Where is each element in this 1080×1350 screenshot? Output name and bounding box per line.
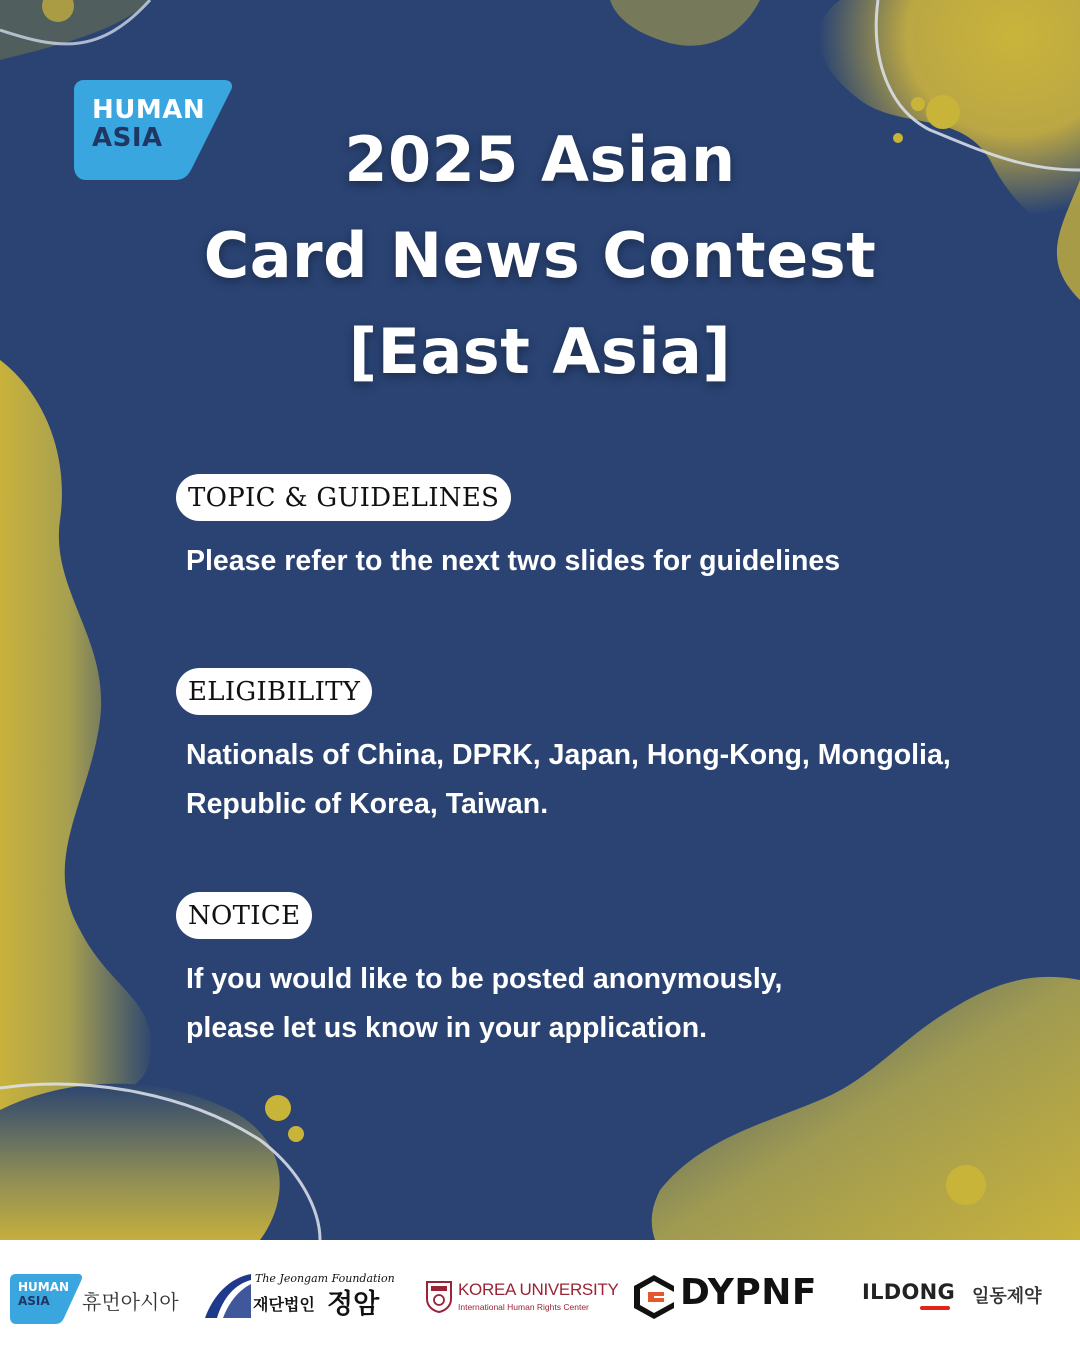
ildong-korean-name: 일동제약 (972, 1286, 1042, 1307)
dot-top-right-2 (911, 97, 925, 111)
dypnf-logo-icon (634, 1275, 674, 1319)
humanasia-badge-line1: HUMAN (18, 1280, 70, 1294)
korea-university-crest-icon (426, 1281, 452, 1313)
topic-label-pill: TOPIC & GUIDELINES (176, 474, 511, 521)
title-line-2: Card News Contest (203, 219, 877, 292)
sponsor-footer (0, 1240, 1080, 1350)
topic-line-1: Please refer to the next two slides for guidelines (186, 545, 841, 577)
notice-body (186, 955, 782, 1053)
korea-university-subtitle: International Human Rights Center (458, 1302, 589, 1312)
section-topic (176, 474, 840, 586)
eligibility-label-pill: ELIGIBILITY (176, 668, 372, 715)
logo-text-asia: ASIA (92, 123, 163, 153)
jeongam-logo-icon (205, 1274, 251, 1318)
eligibility-line-1: Nationals of China, DPRK, Japan, Hong-Kong, Mongolia, (186, 739, 951, 771)
sponsor-jeongam (205, 1240, 405, 1350)
title-line-1: 2025 Asian (344, 123, 736, 196)
sponsor-korea-university (426, 1240, 619, 1350)
jeongam-korean-big: 정암 (327, 1289, 380, 1320)
section-notice (176, 892, 782, 1053)
korea-university-name: KOREA UNIVERSITY (458, 1280, 619, 1299)
page-title (0, 112, 1080, 400)
jeongam-korean-small: 재단법인 (253, 1295, 315, 1314)
blob-top-center (610, 0, 760, 46)
ildong-red-mark (920, 1306, 950, 1310)
sponsor-ildong (862, 1240, 1072, 1350)
section-eligibility (176, 668, 951, 829)
humanasia-badge-line2: ASIA (18, 1294, 50, 1308)
title-line-3: [East Asia] (348, 315, 732, 388)
blob-top-left (0, 0, 150, 60)
sponsor-humanasia (10, 1240, 190, 1350)
eligibility-body (186, 731, 951, 829)
eligibility-line-2: Republic of Korea, Taiwan. (186, 788, 549, 820)
topic-body (186, 537, 840, 586)
humanasia-korean-name: 휴먼아시아 (82, 1290, 179, 1314)
jeongam-english-name: The Jeongam Foundation (255, 1272, 395, 1285)
notice-label-pill: NOTICE (176, 892, 312, 939)
dot-bottom-left-1 (265, 1095, 291, 1121)
sponsor-dypnf (634, 1240, 846, 1350)
notice-line-1: If you would like to be posted anonymously, (186, 963, 783, 995)
blob-bottom-left (0, 1084, 280, 1240)
ildong-name: ILDONG (862, 1280, 956, 1304)
dot-bottom-left-2 (288, 1126, 304, 1142)
dypnf-name: DYPNF (680, 1272, 817, 1313)
dot-bottom-right (946, 1165, 986, 1205)
blob-left (0, 360, 151, 1110)
notice-line-2: please let us know in your application. (186, 1012, 708, 1044)
logo-text-human: HUMAN (92, 95, 206, 125)
